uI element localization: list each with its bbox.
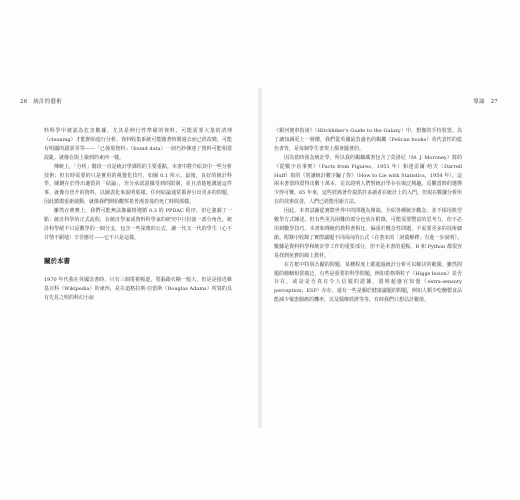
left-body (44, 127, 232, 302)
right-body (274, 127, 462, 305)
left-page-number: 26 (20, 99, 28, 105)
right-running-head (473, 97, 498, 105)
body-paragraph: 因此，本書試圖從實際世界中的問題為開端，介紹各種統計觀念，並不採用典型數學方式陳述。但有些更為困難的部分也放在附錄，可能需要豐富的思考力，但不必用到數學技巧。本書和傳統的教科書相比，偏重於概念性問題，不需要更多的技術細節。附錄中收錄了實際議題不同面向的公式（在書末的「詞彙解釋」有進一步說明）。數據是資料科學和統計學工作的重要部分，但不是本書的重點。R 和 Python 都很容易找到免費的線上教材。 (274, 208, 462, 259)
right-page-number: 27 (490, 99, 498, 105)
body-paragraph: 傳統上，「分析」階段一直是統計學課程的主要重點。本書中將介紹其中一些分析技術；但有時需要的只是實用的視覺化技巧，如圖 0.1 所示。最後，良好的統計科學，關鍵在於得出適當的「結論」，充分承認證據受到的限制，並且清楚地溝通這件事，就像有晉升的資料，以圖表化來說明那樣。任何結論通常都會引出更多的問題，因此循環重新啟動，就像我們開始觀察希普漫善曼的死亡時間那樣。 (44, 163, 232, 206)
body-paragraph: 《銀河便車指南》（Hitchhiker's Guide to the Galaxy）中，想像的手持裝置。為了讓知識更上一層樓，我們從英國最負盛名的鵜鶘（Pelican books）英代表性的藍色書背，是每個學生書架上都會擺著的。 (274, 128, 462, 152)
body-paragraph: 1970 年代我在英國念書時，只有三個電視頻道，電腦跟衣櫥一般大，但是是接近維基百科（Wikipedia）的東西，是在道格拉斯·亞當斯（Douglas Adams）所寫的具有先見之明的科幻小說 (44, 276, 232, 301)
section-heading: 關於本書 (44, 256, 70, 265)
right-page (260, 0, 520, 500)
left-running-head (20, 97, 62, 105)
body-paragraph: 料科學中被認為危害數據，尤其是例行性準備的資料，可能需要大量的清理（cleaning）才能開始進行分析。資料收集系統可能隨著時間過去而已經改變，可能有明顯的錯誤等等——「已發現資料」（found data）一詞巧妙傳達了資料可能相當混亂。就像在街上撿到的東西一樣。 (44, 128, 232, 161)
right-running-title: 導論 (473, 99, 485, 105)
body-paragraph: 雖然在實務上，我們可能無法像嚴格遵循 0.3 的 PPDAC 程序，但它強調了一點：統計科學的正式流程，在統計學家或資料科學家的研究中只扮演一部分角色。統計科學絕不只是數學的一個分支，包含一些深奧的公式，讓一代又一代的學生（心不甘情不願地）辛苦應付——它不只是這樣。 (44, 208, 232, 241)
left-running-title: 統計的藝術 (33, 99, 62, 105)
body-paragraph: 因為當時我念統計學，所以我的鵜鶘藏書包含了莫洛尼（M. J. Moroney）寫的《從數字看事實》（Facts from Figures，1951 年）和達雷爾·哈夫（Darrell Huff）寫的《別讓統計數字騙了你》（How to Lie with Statistics，1954 年）。這兩本書當時賣得出數十萬本，足以證明人們對統計學存在廣泛興趣。反觀當時的選擇少得可憐，65 年來，這些經典著作提供許多讀者在統計上的入門，但現在數據分析所在的技術改善，人們已經能用新方法。 (274, 154, 462, 206)
body-paragraph: 在方框中特別凸顯的問題，某種程度上都超過統計分析可以解決的範圍。雖然問題的範疇相當廣泛，有些是重要的科學問題，例如希格斯粒子（Higgs boson）是否存在，或是是否真有令人信服的證據，證明超感官知覺（extra-sensory perception；ESP）存在。還有一些是關於健康議題的問題，例如人類少吃醃製食品能減少罹患腸癌的機率，以及醫療經濟等等。有時我們只想估計數值。 (274, 261, 462, 304)
